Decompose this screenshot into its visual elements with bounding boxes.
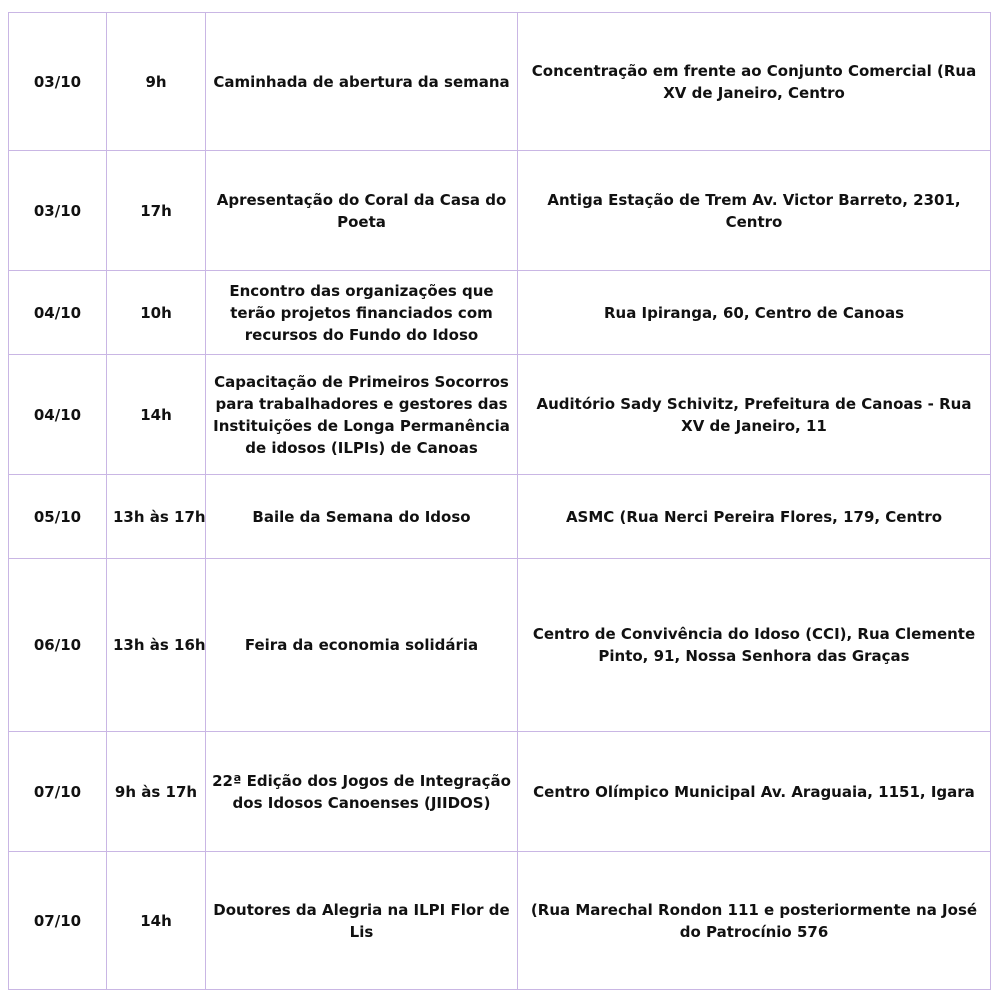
time-cell: 9h bbox=[107, 13, 206, 151]
table-row bbox=[9, 559, 991, 732]
event-cell: Doutores da Alegria na ILPI Flor de Lis bbox=[206, 852, 518, 990]
time-cell: 14h bbox=[107, 852, 206, 990]
place-cell: Centro de Convivência do Idoso (CCI), Rua Clemente Pinto, 91, Nossa Senhora das Graças bbox=[518, 559, 991, 732]
place-cell: Rua Ipiranga, 60, Centro de Canoas bbox=[518, 271, 991, 355]
table-row bbox=[9, 271, 991, 355]
place-cell: ASMC (Rua Nerci Pereira Flores, 179, Centro bbox=[518, 475, 991, 559]
time-cell: 17h bbox=[107, 151, 206, 271]
time-cell: 13h às 17h bbox=[107, 475, 206, 559]
time-cell: 14h bbox=[107, 355, 206, 475]
table-row bbox=[9, 355, 991, 475]
place-cell: Auditório Sady Schivitz, Prefeitura de Canoas - Rua XV de Janeiro, 11 bbox=[518, 355, 991, 475]
event-cell: Caminhada de abertura da semana bbox=[206, 13, 518, 151]
date-cell: 05/10 bbox=[9, 475, 107, 559]
date-cell: 03/10 bbox=[9, 151, 107, 271]
date-cell: 03/10 bbox=[9, 13, 107, 151]
table-row bbox=[9, 852, 991, 990]
place-cell: Concentração em frente ao Conjunto Comercial (Rua XV de Janeiro, Centro bbox=[518, 13, 991, 151]
date-cell: 07/10 bbox=[9, 852, 107, 990]
event-cell: Capacitação de Primeiros Socorros para trabalhadores e gestores das Instituições de Longa Permanência de idosos (ILPIs) de Canoas bbox=[206, 355, 518, 475]
time-cell: 13h às 16h bbox=[107, 559, 206, 732]
schedule-table bbox=[8, 12, 991, 990]
date-cell: 04/10 bbox=[9, 355, 107, 475]
event-cell: Encontro das organizações que terão projetos financiados com recursos do Fundo do Idoso bbox=[206, 271, 518, 355]
date-cell: 04/10 bbox=[9, 271, 107, 355]
place-cell: Antiga Estação de Trem Av. Victor Barreto, 2301, Centro bbox=[518, 151, 991, 271]
table-row bbox=[9, 13, 991, 151]
event-cell: Feira da economia solidária bbox=[206, 559, 518, 732]
time-cell: 10h bbox=[107, 271, 206, 355]
table-row bbox=[9, 732, 991, 852]
date-cell: 07/10 bbox=[9, 732, 107, 852]
place-cell: Centro Olímpico Municipal Av. Araguaia, 1151, Igara bbox=[518, 732, 991, 852]
event-cell: Apresentação do Coral da Casa do Poeta bbox=[206, 151, 518, 271]
event-cell: 22ª Edição dos Jogos de Integração dos Idosos Canoenses (JIIDOS) bbox=[206, 732, 518, 852]
place-cell: (Rua Marechal Rondon 111 e posteriormente na José do Patrocínio 576 bbox=[518, 852, 991, 990]
event-cell: Baile da Semana do Idoso bbox=[206, 475, 518, 559]
table-row bbox=[9, 151, 991, 271]
table-row bbox=[9, 475, 991, 559]
date-cell: 06/10 bbox=[9, 559, 107, 732]
time-cell: 9h às 17h bbox=[107, 732, 206, 852]
